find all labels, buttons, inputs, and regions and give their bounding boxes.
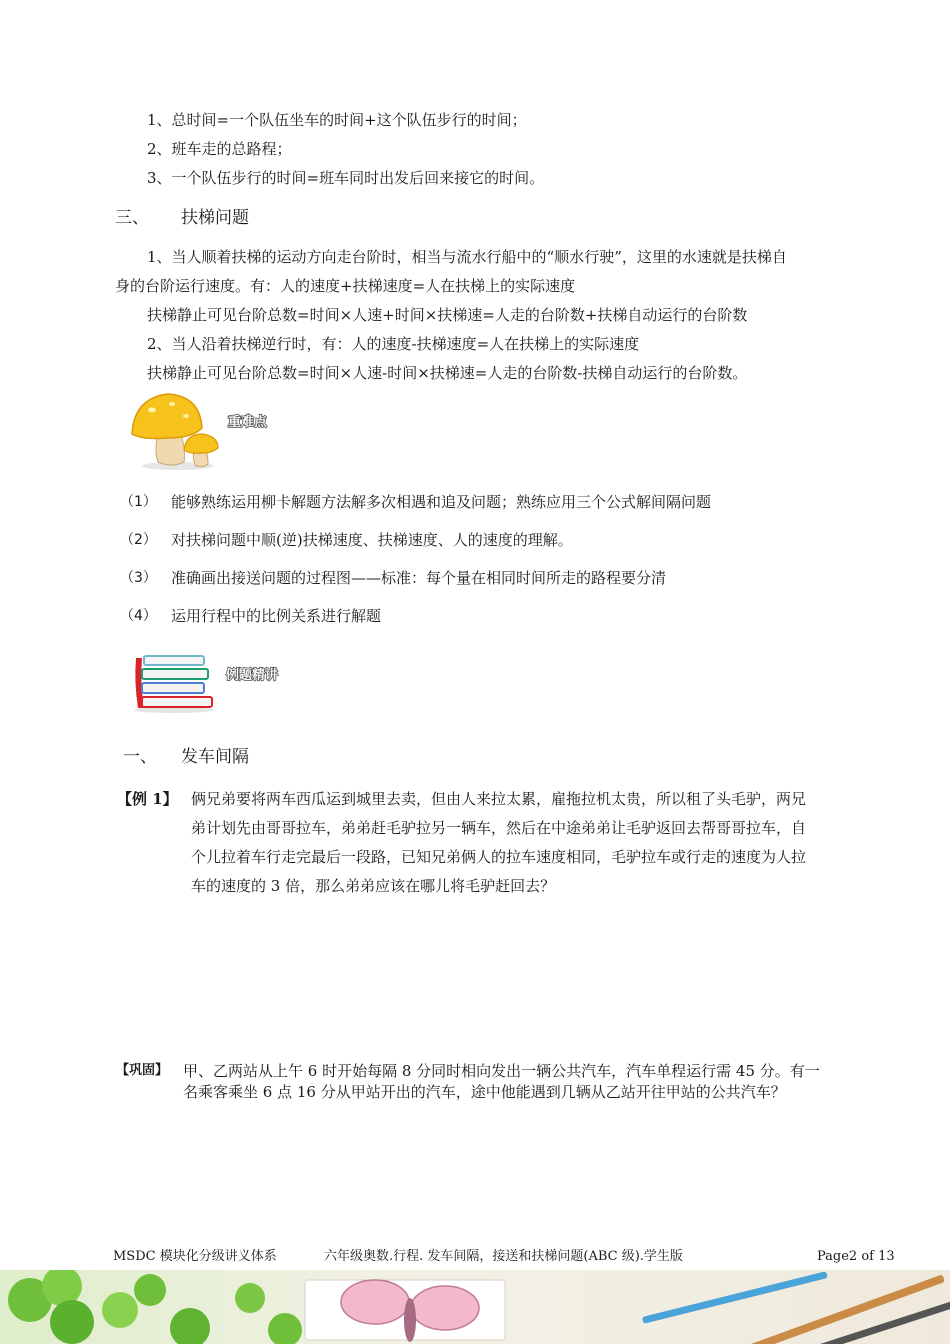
footer-page-number: Page2 of 13 <box>817 1249 895 1264</box>
books-icon <box>130 652 218 714</box>
example-1-line: 弟计划先由哥哥拉车，弟弟赶毛驴拉另一辆车，然后在中途弟弟让毛驴返回去帮哥哥拉车，自 <box>191 819 807 837</box>
example-1-line: 个儿拉着车行走完最后一段路，已知兄弟俩人的拉车速度相同，毛驴拉车或行走的速度为人拉 <box>191 848 807 866</box>
example-1-line: 俩兄弟要将两车西瓜运到城里去卖，但由人来拉太累，雇拖拉机太贵，所以租了头毛驴，两兄 <box>191 790 807 808</box>
examples-label: 例题精讲 <box>226 668 279 683</box>
key-point-number: （2） <box>120 532 157 548</box>
example-1-tag: 【例 1】 <box>117 790 178 808</box>
section-title-escalator: 扶梯问题 <box>181 208 249 228</box>
key-points-label: 重难点 <box>228 415 268 430</box>
section-number-one: 一、 <box>123 747 157 767</box>
key-point-text: 运用行程中的比例关系进行解题 <box>171 607 382 625</box>
escalator-p1-line1: 1、当人顺着扶梯的运动方向走台阶时，相当与流水行船中的“顺水行驶”，这里的水速就是扶梯自 <box>147 248 787 266</box>
transport-item-2: 2、班车走的总路程； <box>147 140 292 158</box>
practice-1-line: 甲、乙两站从上午 6 时开始每隔 8 分同时相向发出一辆公共汽车，汽车单程运行需 45 分。有一 <box>183 1062 820 1080</box>
escalator-p1-line2: 身的台阶运行速度。有：人的速度+扶梯速度=人在扶梯上的实际速度 <box>115 277 576 295</box>
mushroom-icon <box>128 390 220 472</box>
key-point-number: （3） <box>120 570 157 586</box>
escalator-formula-1: 扶梯静止可见台阶总数=时间×人速+时间×扶梯速=人走的台阶数+扶梯自动运行的台阶数 <box>147 306 748 324</box>
transport-item-3: 3、一个队伍步行的时间=班车同时出发后回来接它的时间。 <box>147 169 545 187</box>
key-point-number: （4） <box>120 608 157 624</box>
escalator-formula-2: 扶梯静止可见台阶总数=时间×人速-时间×扶梯速=人走的台阶数-扶梯自动运行的台阶数。 <box>147 364 748 382</box>
key-point-number: （1） <box>120 494 157 510</box>
practice-1-line: 名乘客乘坐 6 点 16 分从甲站开出的汽车，途中他能遇到几辆从乙站开往甲站的公共汽车？ <box>183 1083 786 1101</box>
transport-item-1: 1、总时间=一个队伍坐车的时间+这个队伍步行的时间； <box>147 111 527 129</box>
key-point-text: 能够熟练运用柳卡解题方法解多次相遇和追及问题；熟练应用三个公式解间隔问题 <box>171 493 712 511</box>
example-1-line: 车的速度的 3 倍，那么弟弟应该在哪儿将毛驴赶回去？ <box>191 877 556 895</box>
practice-1-tag: 【巩固】 <box>116 1063 169 1078</box>
section-number-three: 三、 <box>115 208 149 228</box>
decorative-banner <box>0 1270 950 1344</box>
key-point-text: 对扶梯问题中顺(逆)扶梯速度、扶梯速度、人的速度的理解。 <box>171 531 573 549</box>
key-point-text: 准确画出接送问题的过程图——标准：每个量在相同时间所走的路程要分清 <box>171 569 667 587</box>
section-title-departure-interval: 发车间隔 <box>181 747 249 767</box>
footer-series-name: MSDC 模块化分级讲义体系 <box>113 1249 277 1264</box>
footer-document-title: 六年级奥数.行程. 发车间隔，接送和扶梯问题(ABC 级).学生版 <box>324 1249 683 1264</box>
escalator-p2: 2、当人沿着扶梯逆行时，有：人的速度-扶梯速度=人在扶梯上的实际速度 <box>147 335 640 353</box>
